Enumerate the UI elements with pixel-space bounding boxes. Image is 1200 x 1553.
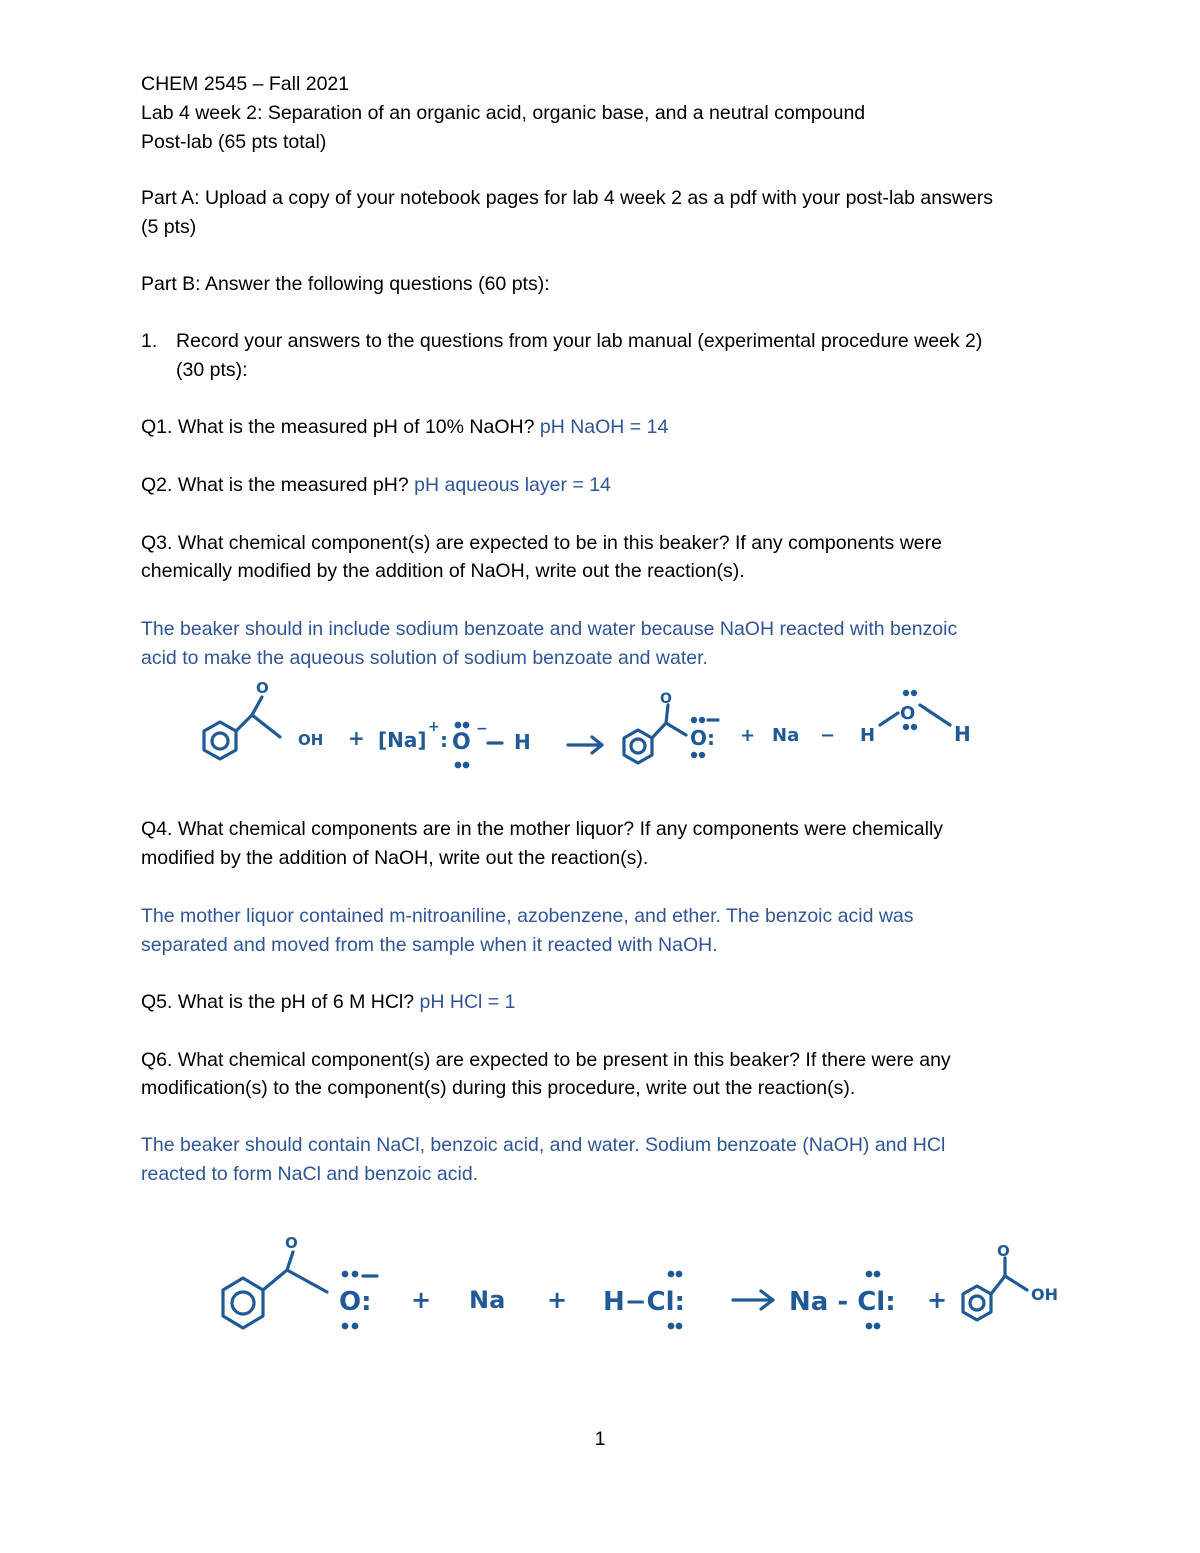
q6-answer1: The beaker should contain NaCl, benzoic acid, and water. Sodium benzoate (NaOH) and HCl (141, 1134, 946, 1156)
lab-title: Lab 4 week 2: Separation of an organic acid, organic base, and a neutral compound (141, 102, 866, 124)
oxygen-label: O (285, 1234, 298, 1252)
negative-charge: − (476, 721, 488, 737)
q3-answer2: acid to make the aqueous solution of sodium benzoate and water. (141, 647, 708, 669)
part-b-heading: Part B: Answer the following questions (60 pts): (141, 273, 550, 295)
hcl-label: H−Cl: (603, 1287, 685, 1317)
benzene-ring-inner (212, 733, 228, 749)
q4-line1: Q4. What chemical components are in the mother liquor? If any components were chemically (141, 818, 944, 840)
reaction-2-drawing (205, 1230, 1085, 1350)
q1-answer: pH NaOH = 14 (539, 416, 669, 438)
hydroxide-oxygen: O (452, 730, 471, 755)
q5-question: Q5. What is the pH of 6 M HCl? (141, 991, 415, 1013)
carbonyl-bond (252, 697, 262, 715)
sodium-label: Na (772, 725, 800, 746)
q3-line2: chemically modified by the addition of NaOH, write out the reaction(s). (141, 560, 745, 582)
benzene-ring (223, 1278, 263, 1328)
plus-sign: + (927, 1286, 948, 1314)
list-number: 1. (141, 330, 158, 352)
item1-line2: (30 pts): (176, 359, 248, 381)
q2-answer: pH aqueous layer = 14 (414, 474, 611, 496)
plus-sign: + (740, 725, 756, 746)
dash-label: − (820, 725, 836, 746)
hydroxyl-label: OH (298, 731, 324, 749)
hydroxyl-label: OH (1031, 1285, 1058, 1304)
plus-sign: + (348, 726, 365, 750)
q2-question: Q2. What is the measured pH? (141, 474, 409, 496)
benzene-ring (963, 1286, 991, 1320)
hydrogen-label: H (860, 725, 876, 746)
charge-label: + (428, 719, 440, 735)
benzoate-oxygen: O: (339, 1287, 372, 1317)
sodium-label: Na (469, 1286, 506, 1314)
part-a-line2: (5 pts) (141, 216, 197, 238)
reaction-1-drawing (190, 675, 990, 795)
oxygen-label: O (256, 679, 269, 697)
q4-answer1: The mother liquor contained m-nitroaniline, azobenzene, and ether. The benzoic acid was (141, 905, 914, 927)
sodium-bracket: [Na] (378, 728, 427, 752)
water-oxygen: O (900, 703, 916, 724)
hydrogen-label: H (954, 722, 971, 746)
plus-sign: + (411, 1286, 432, 1314)
q3-line1: Q3. What chemical component(s) are expected to be in this beaker? If any components were (141, 532, 942, 554)
q6-line1: Q6. What chemical component(s) are expected to be present in this beaker? If there were any (141, 1049, 951, 1071)
q5-answer: pH HCl = 1 (419, 991, 516, 1013)
part-a-line1: Part A: Upload a copy of your notebook pages for lab 4 week 2 as a pdf with your post-lab answers (141, 187, 993, 209)
benzene-ring (204, 722, 236, 759)
oxygen-label: O (660, 691, 672, 707)
q2 (141, 471, 1081, 499)
q1-question: Q1. What is the measured pH of 10% NaOH? (141, 416, 535, 438)
plus-sign: + (547, 1286, 568, 1314)
q3-answer1: The beaker should in include sodium benzoate and water because NaOH reacted with benzoic (141, 618, 958, 640)
benzoate-oxygen: O: (690, 726, 715, 750)
colon-label: : (440, 728, 448, 752)
q5 (141, 988, 1081, 1016)
q4-answer2: separated and moved from the sample when it reacted with NaOH. (141, 934, 718, 956)
nacl-label: Na - Cl: (789, 1287, 896, 1317)
item1-line1: Record your answers to the questions from your lab manual (experimental procedure week 2) (176, 330, 983, 352)
q6-line2: modification(s) to the component(s) during this procedure, write out the reaction(s). (141, 1077, 856, 1099)
benzene-ring (624, 730, 652, 763)
oxygen-label: O (997, 1242, 1010, 1260)
q1 (141, 413, 1081, 441)
postlab-points: Post-lab (65 pts total) (141, 131, 327, 153)
q4-line2: modified by the addition of NaOH, write out the reaction(s). (141, 847, 649, 869)
carboxyl-bond (236, 715, 280, 737)
q6-answer2: reacted to form NaCl and benzoic acid. (141, 1163, 479, 1185)
course-header: CHEM 2545 – Fall 2021 (141, 73, 350, 95)
hydrogen-label: H (514, 730, 531, 754)
page-number: 1 (594, 1428, 606, 1450)
